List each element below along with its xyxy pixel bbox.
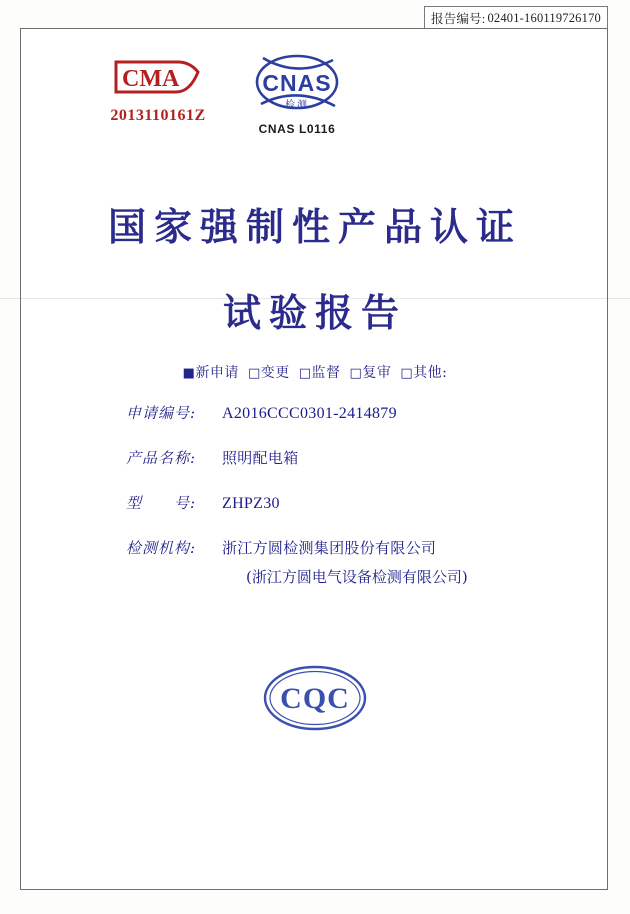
field-label-testing-organization: 检测机构:: [126, 539, 197, 557]
checkbox-supervision[interactable]: [299, 365, 341, 381]
field-row-testing-organization: [0, 537, 630, 558]
cnas-letters: CNAS: [262, 70, 332, 96]
page-title-line2: 试验报告: [222, 290, 407, 335]
checkbox-new-application[interactable]: [183, 365, 239, 381]
checkbox-label: 新申请: [195, 365, 239, 381]
cqc-seal-icon: [261, 664, 369, 732]
cma-icon: [112, 56, 204, 98]
cma-code: 2013110161Z: [110, 107, 206, 124]
field-row-product-name: [0, 447, 630, 468]
checkbox-label: 监督: [311, 365, 341, 381]
checkbox-other[interactable]: [400, 365, 447, 381]
field-label-model: 型 号:: [126, 494, 197, 512]
checkbox-label: 其他:: [413, 365, 448, 381]
checkbox-box-icon: □: [247, 366, 261, 381]
field-value-model: ZHPZ30: [222, 495, 280, 512]
checkbox-review[interactable]: [350, 365, 392, 381]
cnas-id: CNAS L0116: [258, 122, 336, 136]
field-value-testing-organization: 浙江方圆检测集团股份有限公司: [222, 539, 437, 557]
checkbox-box-icon: □: [298, 366, 312, 381]
cnas-icon: [241, 48, 353, 120]
field-value-product-name: 照明配电箱: [222, 449, 299, 467]
cnas-subtext: 检测: [285, 100, 309, 111]
accreditation-marks-row: [0, 48, 630, 168]
field-list: [0, 402, 630, 607]
report-number-label: 报告编号:: [430, 12, 486, 26]
field-label-product-name: 产品名称:: [126, 449, 197, 467]
checkbox-box-icon: □: [349, 366, 363, 381]
field-row-application-number: [0, 402, 630, 423]
application-type-row: [0, 362, 630, 382]
field-value-testing-organization-secondary: (浙江方圆电气设备检测有限公司): [246, 568, 468, 586]
field-row-model: [0, 492, 630, 513]
checkbox-box-icon: ■: [182, 366, 196, 381]
report-number-value: 02401-160119726170: [487, 10, 601, 25]
checkbox-change[interactable]: [248, 365, 290, 381]
svg-text:CMA: CMA: [122, 66, 180, 92]
checkbox-label: 复审: [362, 365, 392, 381]
field-label-application-number: 申请编号:: [126, 404, 197, 422]
checkbox-box-icon: □: [400, 366, 414, 381]
page-title-line1: 国家强制性产品认证: [107, 204, 522, 249]
report-number-box: [424, 6, 608, 30]
report-number-strip: [0, 6, 630, 28]
checkbox-label: 变更: [260, 365, 290, 381]
field-value-application-number: A2016CCC0301-2414879: [222, 405, 397, 422]
cnas-block: [222, 48, 372, 136]
cma-block: [78, 56, 238, 125]
cqc-letters: CQC: [280, 682, 350, 715]
